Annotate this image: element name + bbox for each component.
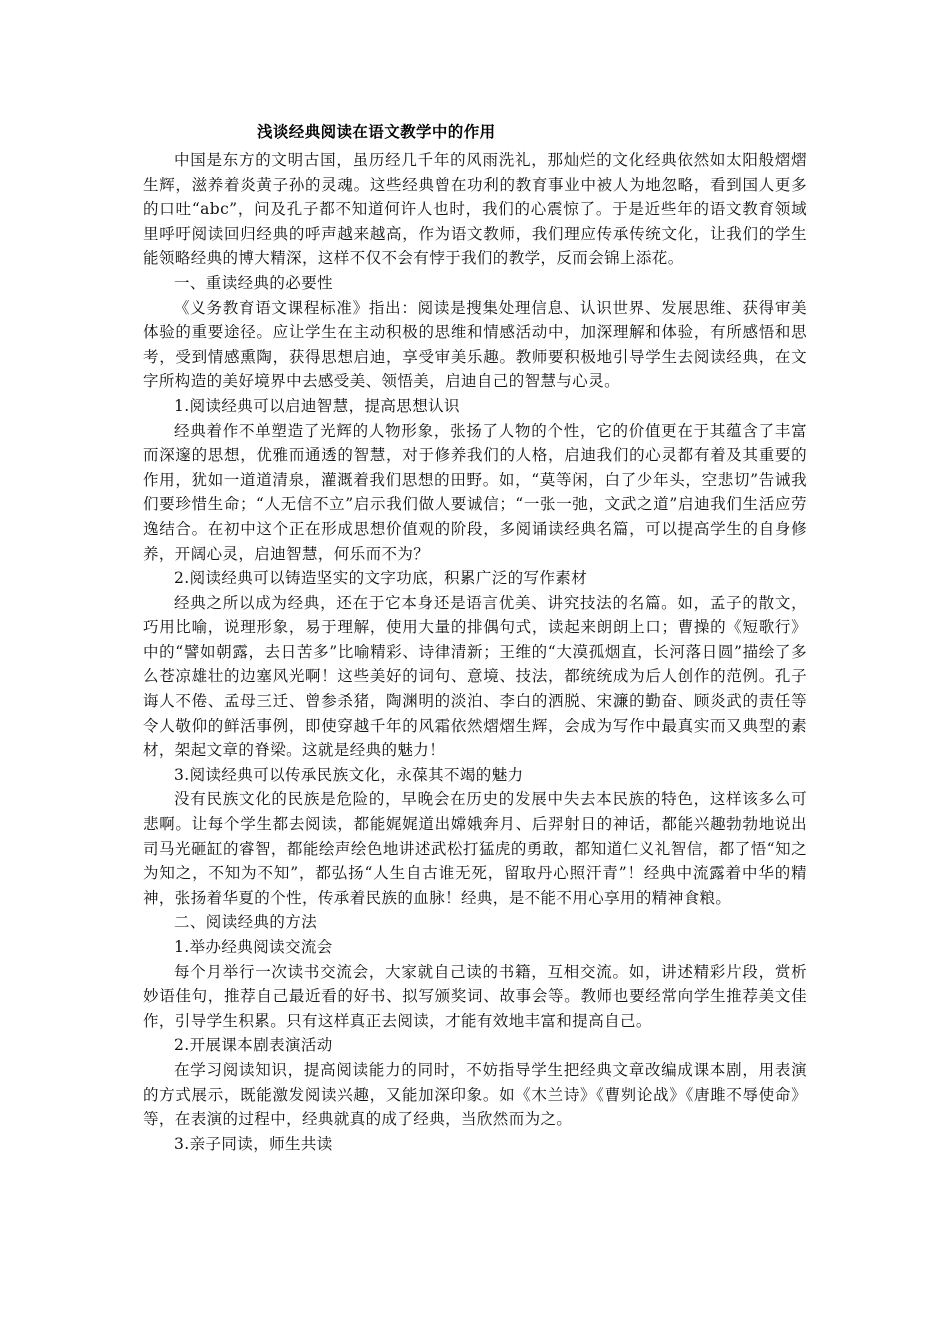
subsection-heading-2-3: 3.亲子同读，师生共读 [174, 1134, 333, 1153]
subsection-heading-2-2: 2.开展课本剧表演活动 [174, 1036, 333, 1055]
subsection-heading-2-1: 1.举办经典阅读交流会 [174, 938, 333, 956]
section-heading-2: 二、阅读经典的方法 [174, 913, 318, 932]
document-title: 浅谈经典阅读在语文教学中的作用 [257, 123, 496, 141]
body-paragraph: 在学习阅读知识，提高阅读能力的同时，不妨指导学生把经典文章改编成课本剧，用表演的方式展示，既能激发阅读兴趣，又能加深印象。如《木兰诗》《曹刿论战》《唐雎不辱使命》等，在表演的过程中，经典就真的成了经典，当欣然而为之。 [143, 1060, 807, 1129]
subsection-heading-1-3: 3.阅读经典可以传承民族文化，永葆其不竭的魅力 [174, 765, 524, 784]
body-paragraph: 没有民族文化的民族是危险的，早晚会在历史的发展中失去本民族的特色，这样该多么可悲啊。让每个学生都去阅读，都能娓娓道出嫦娥奔月、后羿射日的神话，都能兴趣勃勃地说出司马光砸缸的睿智，都能绘声绘色地讲述武松打猛虎的勇敢，都知道仁义礼智信，都了悟“知之为知之，不知为不知”，都弘扬“人生自古谁无死，留取丹心照汗青”！经典中流露着中华的精神，张扬着华夏的个性，传承着民族的血脉！经典，是不能不用心享用的精神食粮。 [143, 790, 807, 907]
body-paragraph: 经典着作不单塑造了光辉的人物形象，张扬了人物的个性，它的价值更在于其蕴含了丰富而深邃的思想，优雅而通透的智慧，对于修养我们的人格，启迪我们的心灵都有着及其重要的作用，犹如一道道清泉，灌溉着我们思想的田野。如，“莫等闲，白了少年头，空悲切”告诫我们要珍惜生命；“人无信不立”启示我们做人要诚信；“一张一弛，文武之道”启迪我们生活应劳逸结合。在初中这个正在形成思想价值观的阶段，多阅诵读经典名篇，可以提高学生的自身修养，开阔心灵，启迪智慧，何乐而不为？ [143, 421, 807, 563]
body-paragraph: 《义务教育语文课程标准》指出：阅读是搜集处理信息、认识世界、发展思维、获得审美体验的重要途径。应让学生在主动积极的思维和情感活动中，加深理解和体验，有所感悟和思考，受到情感熏陶，获得思想启迪，享受审美乐趣。教师要积极地引导学生去阅读经典，在文字所构造的美好境界中去感受美、领悟美，启迪自己的智慧与心灵。 [143, 298, 807, 391]
document-body [143, 120, 807, 1156]
section-heading-1: 一、重读经典的必要性 [174, 273, 334, 292]
subsection-heading-1-1: 1.阅读经典可以启迪智慧，提高思想认识 [174, 396, 460, 415]
intro-paragraph: 中国是东方的文明古国，虽历经几千年的风雨洗礼，那灿烂的文化经典依然如太阳般熠熠生辉，滋养着炎黄子孙的灵魂。这些经典曾在功利的教育事业中被人为地忽略，看到国人更多的口吐“abc”，问及孔子都不知道何许人也时，我们的心震惊了。于是近些年的语文教育领域里呼吁阅读回归经典的呼声越来越高，作为语文教师，我们理应传承传统文化，让我们的学生能领略经典的博大精深，这样不仅不会有悖于我们的教学，反而会锦上添花。 [143, 151, 807, 268]
subsection-heading-1-2: 2.阅读经典可以铸造坚实的文字功底，积累广泛的写作素材 [174, 569, 588, 588]
body-paragraph: 经典之所以成为经典，还在于它本身还是语言优美、讲究技法的名篇。如，孟子的散文，巧用比喻，说理形象，易于理解，使用大量的排偶句式，读起来朗朗上口；曹操的《短歌行》中的“譬如朝露，去日苦多”比喻精彩、诗律清新；王维的“大漠孤烟直，长河落日圆”描绘了多么苍凉雄壮的边塞风光啊！这些美好的词句、意境、技法，都统统成为后人创作的范例。孔子诲人不倦、孟母三迁、曾参杀猪，陶渊明的淡泊、李白的洒脱、宋濂的勤奋、顾炎武的责任等令人敬仰的鲜活事例，即使穿越千年的风霜依然熠熠生辉，会成为写作中最真实而又典型的素材，架起文章的脊梁。这就是经典的魅力！ [143, 593, 807, 760]
body-paragraph: 每个月举行一次读书交流会，大家就自己读的书籍，互相交流。如，讲述精彩片段，赏析妙语佳句，推荐自己最近看的好书、拟写颁奖词、故事会等。教师也要经常向学生推荐美文佳作，引导学生积累。只有这样真正去阅读，才能有效地丰富和提高自己。 [143, 962, 807, 1030]
